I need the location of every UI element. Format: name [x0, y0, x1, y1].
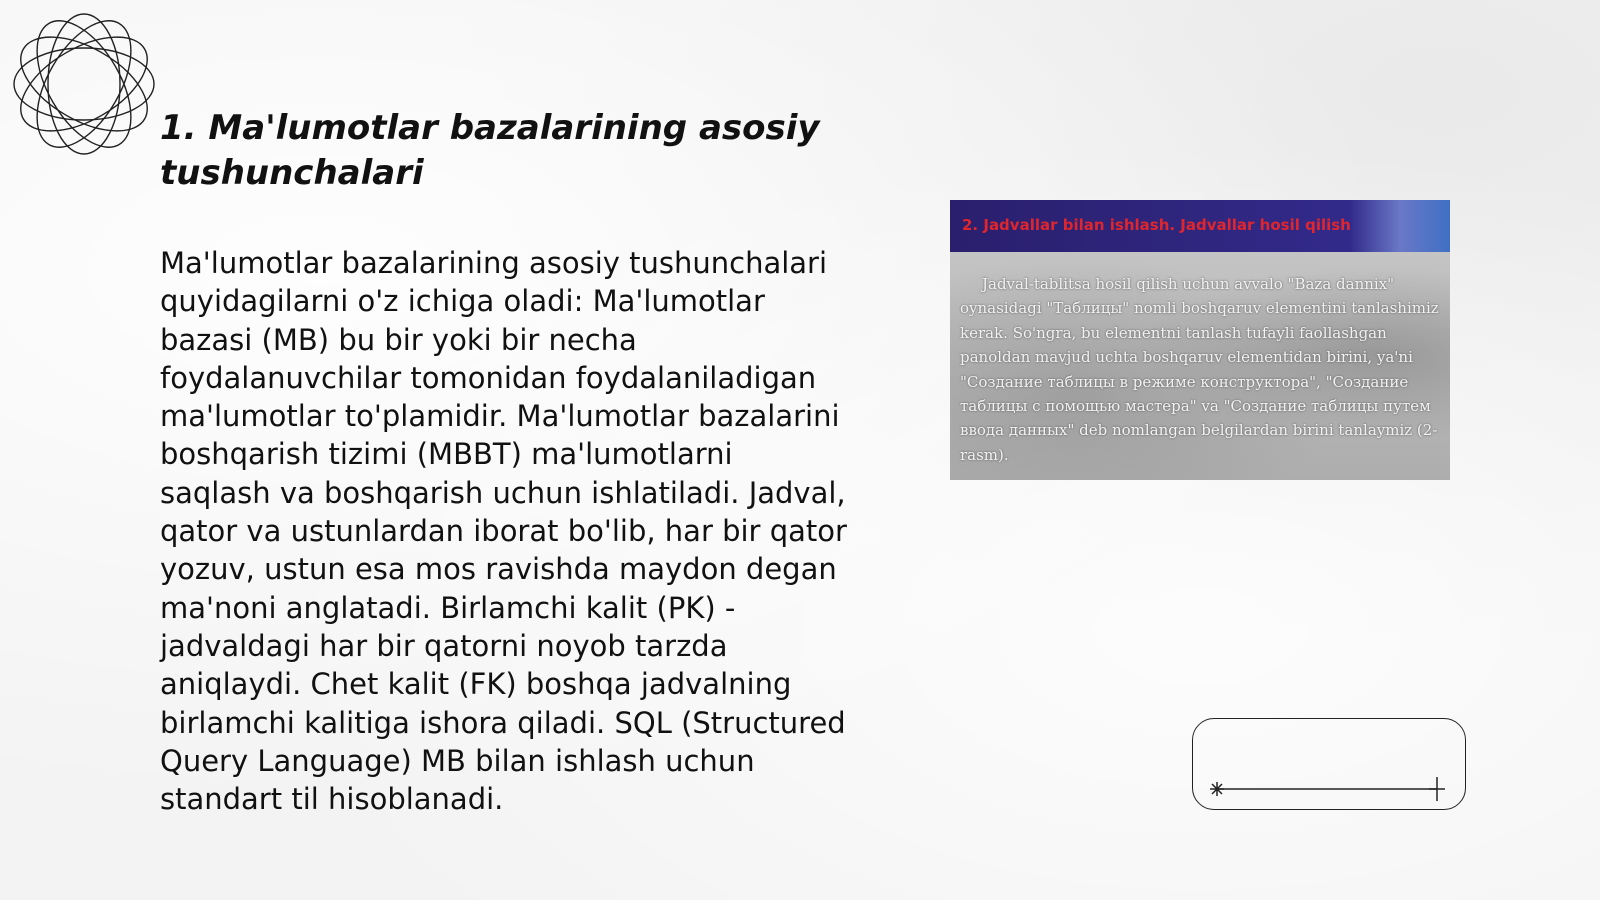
slide-body-text: Ma'lumotlar bazalarining asosiy tushunchalari quyidagilarni o'z ichiga oladi: Ma'lumotlar bazasi (MB) bu bir yoki bir necha foydalanuvchilar tomonidan foydalaniladigan ma'lumotlar to'plamidir. Ma'lumotlar bazalarini boshqarish tizimi (MBBT) ma'lumotlarni saqlash va boshqarish uchun ishlatiladi. Jadval, qator va ustunlardan iborat bo'lib, har bir qator yozuv, ustun esa mos ravishda maydon degan ma'noni anglatadi. Birlamchi kalit (PK) - jadvaldagi har bir qatorni noyob tarzda aniqlaydi. Chet kalit (FK) boshqa jadvalning birlamchi kalitiga ishora qiladi. SQL (Structured Query Language) MB bilan ishlash uchun standart til hisoblanadi. [160, 246, 847, 817]
crosshair-icon [1429, 777, 1445, 801]
sparkle-icon [1210, 782, 1224, 796]
spirograph-logo-icon [10, 10, 158, 158]
embedded-slide-header-text: 2. Jadvallar bilan ishlash. Jadvallar hosil qilish [962, 216, 1351, 234]
decorative-line [1193, 719, 1465, 809]
embedded-slide-body-text: Jadval-tablitsa hosil qilish uchun avvalo "Baza dannix" oynasidagi "Таблицы" nomli boshqaruv elementini tanlashimiz kerak. So'ngra, bu elementni tanlash tufayli faollashgan panoldan mavjud uchta boshqaruv elementidan birini, ya'ni "Создание таблицы в режиме конструктора", "Создание таблицы с помощью мастера" va "Создание таблицы путем ввода данных" deb nomlangan belgilardan birini tanlaymiz (2-rasm). [960, 275, 1439, 464]
decorative-frame [1192, 718, 1466, 810]
embedded-slide-header [950, 200, 1450, 252]
slide-title: 1. Ma'lumotlar bazalarining asosiy tushunchalari [160, 108, 820, 193]
embedded-slide-image [950, 200, 1450, 480]
